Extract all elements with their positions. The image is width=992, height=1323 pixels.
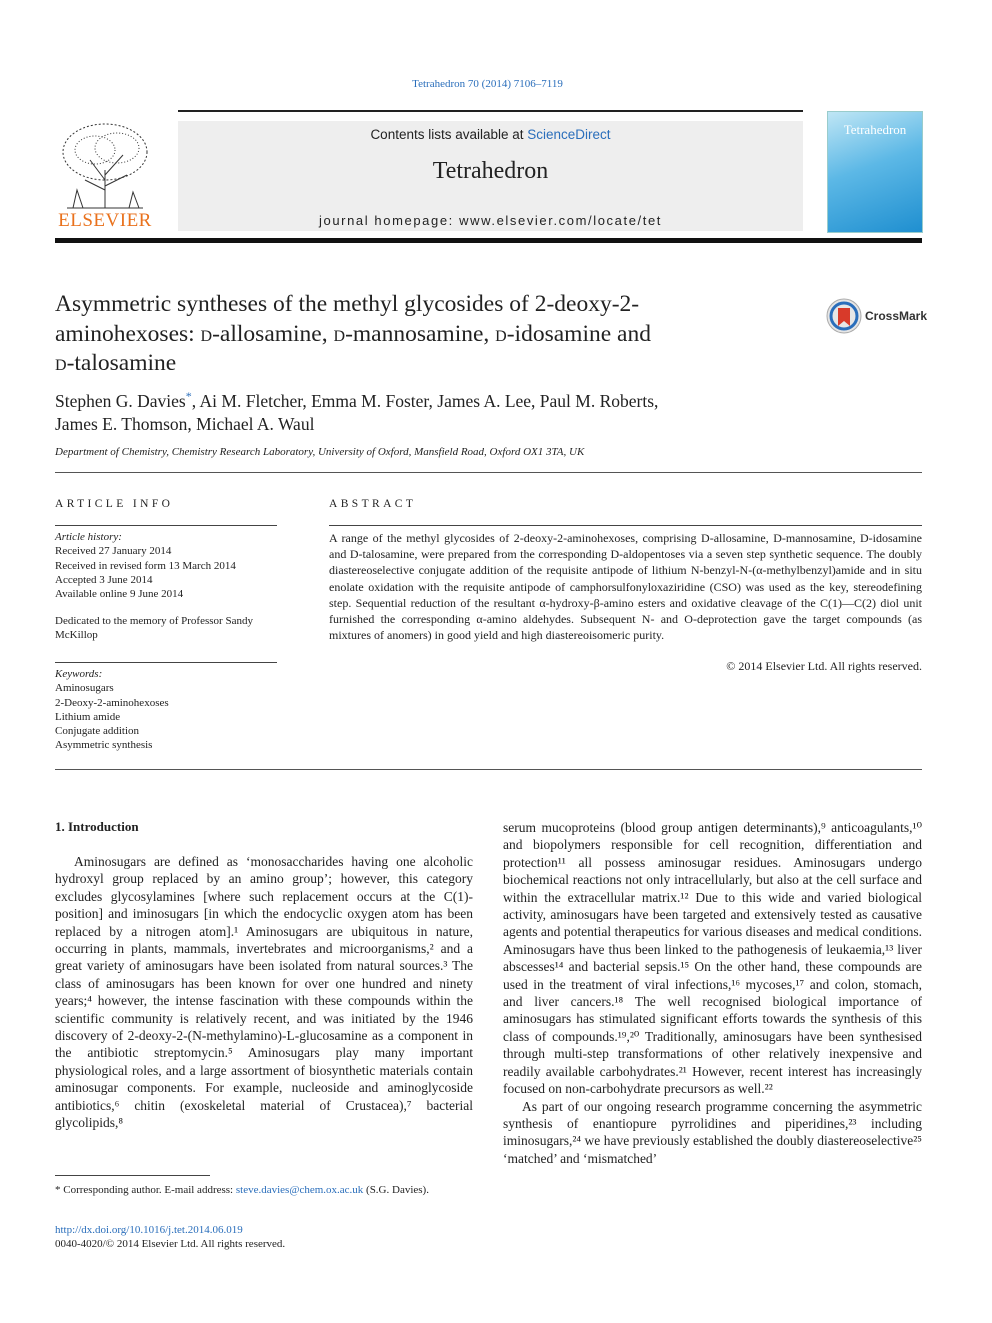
header-bottom-rule bbox=[55, 238, 922, 243]
title-part: aminohexoses: bbox=[55, 320, 201, 347]
crossmark-icon bbox=[825, 296, 865, 336]
corresponding-author-footnote bbox=[55, 1183, 473, 1198]
footnote-rule bbox=[55, 1175, 210, 1176]
doi-link[interactable]: http://dx.doi.org/10.1016/j.tet.2014.06.019 bbox=[55, 1224, 243, 1236]
history-item: Received 27 January 2014 bbox=[55, 545, 172, 558]
issn-copyright: 0040-4020/© 2014 Elsevier Ltd. All rights reserved. bbox=[55, 1238, 286, 1250]
dedication: Dedicated to the memory of Professor Sandy McKillop bbox=[55, 615, 253, 642]
contents-line bbox=[178, 127, 803, 142]
keywords bbox=[55, 667, 280, 753]
author-email-link[interactable]: steve.davies@chem.ox.ac.uk bbox=[235, 1184, 364, 1196]
journal-banner bbox=[178, 121, 803, 231]
keyword-item: Aminosugars bbox=[55, 682, 114, 695]
footnote-prefix: * Corresponding author. E-mail address: bbox=[55, 1184, 236, 1196]
divider bbox=[55, 662, 277, 663]
contents-prefix: Contents lists available at bbox=[370, 127, 528, 142]
article-title bbox=[55, 290, 795, 379]
title-part: -idosamine and bbox=[506, 320, 651, 347]
divider bbox=[55, 525, 277, 526]
body-column-left bbox=[55, 853, 473, 1132]
homepage-link[interactable]: www.elsevier.com/locate/tet bbox=[459, 213, 662, 228]
divider bbox=[55, 769, 922, 770]
journal-homepage bbox=[178, 213, 803, 228]
keywords-label: Keywords: bbox=[55, 668, 103, 680]
abstract-text: A range of the methyl glycosides of 2-deoxy-2-aminohexoses, comprising D-allosamine, D-mannosamine, D-idosamine and D-talosamine, were prepared from the corresponding D-aldopentoses via a seven step synthetic sequence. The doubly diastereoselective conjugate addition of the requisite antipode of lithium N-benzyl-N-(α-methylbenzyl)amide and in situ enolate oxidation with the requisite antipode of camphorsulfonyloxaziridine (CSO) was used as the key, stereodefining step. Sequential reduction of the resultant α-hydroxy-β-amino esters and oxidative cleavage of the C(1)—C(2) diol unit furnished the corresponding α-amino aldehydes. Subsequent N- and O-deprotection gave the target compounds (as mixtures of anomers) in good yield and high diastereoisomeric purity. bbox=[329, 531, 922, 643]
divider bbox=[55, 472, 922, 473]
author-name: Stephen G. Davies bbox=[55, 391, 186, 411]
intro-paragraph: Aminosugars are defined as ‘monosaccharides having one alcoholic hydroxyl group replaced by an amino group’; however, this category excludes glycosylamines [where such replacement occurs at the C(1)-position] and iminosugars [in which the endocyclic oxygen atom has been replaced by a nitrogen atom].¹ Aminosugars are ubiquitous in nature, occurring in plants, mammals, invertebrates and microorganisms,² and a great variety of aminosugars have been isolated from natural sources.³ The class of aminosugars has been known for over one hundred and ninety years;⁴ however, the intense fascination with these compounds within the scientific community is relatively recent, and was initiated by the 1946 discovery of 2-deoxy-2-(N-methylamino)-L-glucosamine as a component in the antibiotic streptomycin.⁵ Aminosugars play many important physiological roles, and a large assortment of biosynthetic materials contain aminosugar components. For example, nucleoside and aminoglycoside antibiotics,⁶ chitin (exoskeletal material of Crustacea),⁷ bacterial glycolipids,⁸ bbox=[55, 854, 473, 1131]
header-top-rule bbox=[178, 110, 803, 112]
article-info-heading: ARTICLE INFO bbox=[55, 498, 174, 510]
title-line-1: Asymmetric syntheses of the methyl glycosides of 2-deoxy-2- bbox=[55, 291, 640, 317]
title-line-3: -talosamine bbox=[66, 350, 177, 376]
author-names: James E. Thomson, Michael A. Waul bbox=[55, 414, 315, 434]
journal-citation[interactable]: Tetrahedron 70 (2014) 7106–7119 bbox=[412, 78, 563, 90]
title-part: -mannosamine, bbox=[345, 320, 496, 347]
abstract-copyright: © 2014 Elsevier Ltd. All rights reserved. bbox=[726, 659, 922, 673]
journal-cover-image bbox=[827, 111, 923, 233]
article-history bbox=[55, 530, 280, 601]
sciencedirect-link[interactable]: ScienceDirect bbox=[527, 127, 611, 142]
author-names: , Ai M. Fletcher, Emma M. Foster, James A. Lee, Paul M. Roberts, bbox=[191, 391, 659, 411]
crossmark-badge[interactable] bbox=[825, 296, 928, 336]
footnote-suffix: (S.G. Davies). bbox=[363, 1184, 429, 1196]
history-item: Received in revised form 13 March 2014 bbox=[55, 559, 236, 572]
title-d-prefix: d bbox=[55, 350, 67, 376]
elsevier-wordmark: ELSEVIER bbox=[58, 210, 152, 231]
keyword-item: Asymmetric synthesis bbox=[55, 739, 153, 752]
abstract-heading: ABSTRACT bbox=[329, 498, 417, 510]
intro-paragraph: As part of our ongoing research programme concerning the asymmetric synthesis of enantiopure pyrrolidines and piperidines,²³ including iminosugars,²⁴ we have previously established the doubly diastereoselective²⁵ ‘matched’ and ‘mismatched’ bbox=[503, 1098, 922, 1166]
history-item: Available online 9 June 2014 bbox=[55, 588, 184, 601]
title-part: -allosamine, bbox=[212, 320, 334, 347]
title-d-prefix: d bbox=[495, 320, 507, 347]
history-label: Article history: bbox=[55, 531, 122, 543]
section-heading-introduction: 1. Introduction bbox=[55, 819, 139, 834]
corresponding-author-marker[interactable]: * bbox=[185, 389, 192, 404]
keyword-item: Lithium amide bbox=[55, 710, 121, 723]
author-list bbox=[55, 390, 815, 436]
journal-name: Tetrahedron bbox=[432, 158, 549, 184]
divider bbox=[329, 525, 922, 526]
cover-title: Tetrahedron bbox=[843, 122, 907, 137]
title-d-prefix: d bbox=[333, 320, 346, 347]
title-d-prefix: d bbox=[200, 320, 213, 347]
keyword-item: 2-Deoxy-2-aminohexoses bbox=[55, 696, 169, 709]
crossmark-label: CrossMark bbox=[865, 309, 928, 323]
intro-paragraph: serum mucoproteins (blood group antigen determinants),⁹ anticoagulants,¹⁰ and biopolymers responsible for cell recognition, differentiation and protection¹¹ all possess aminosugar residues. Aminosugars undergo biochemical reactions not only intracellularly, but also at the cell surface and within the extracellular matrix.¹² Due to this wide and varied biological activity, aminosugars have been targeted and extensively tested as causative agents and potential therapeutics for various diseases and medical conditions. Aminosugars have thus been linked to the pathogenesis of leukaemia,¹³ liver abscesses¹⁴ and bacterial sepsis.¹⁵ On the other hand, these compounds are used in the treatment of viral infections,¹⁶ mycoses,¹⁷ and colon, stomach, and liver cancers.¹⁸ The well recognised biological importance of aminosugars has stimulated significant efforts towards the synthesis of this class of compounds.¹⁹,²⁰ Traditionally, aminosugars have been synthesised through multi-step transformations of other relatively inexpensive and readily available carbohydrates.²¹ However, recent interest has increasingly focused on non-carbohydrate precursors as well.²² bbox=[503, 820, 922, 1097]
keyword-item: Conjugate addition bbox=[55, 725, 140, 738]
body-column-right bbox=[503, 819, 922, 1167]
affiliation: Department of Chemistry, Chemistry Research Laboratory, University of Oxford, Mansfield Road, Oxford OX1 3TA, UK bbox=[55, 446, 585, 458]
history-item: Accepted 3 June 2014 bbox=[55, 573, 153, 586]
homepage-prefix: journal homepage: bbox=[319, 213, 460, 228]
